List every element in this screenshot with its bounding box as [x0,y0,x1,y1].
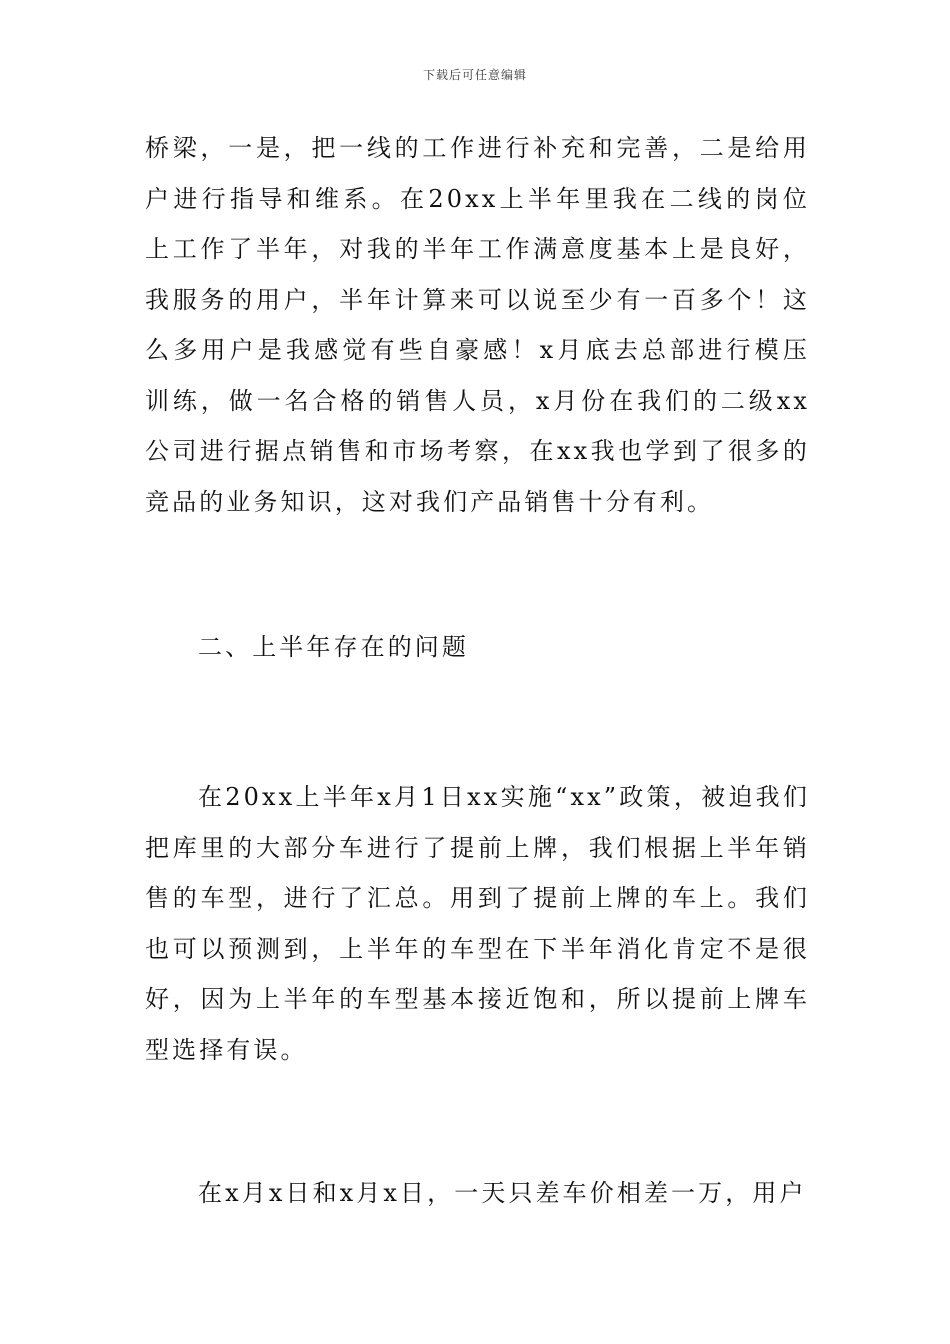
paragraph-1 [145,123,810,527]
section-heading [145,622,810,673]
paragraph-2-text: 在20xx上半年x月1日xx实施“xx”政策，被迫我们把库里的大部分车进行了提前上牌，我们根据上半年销售的车型，进行了汇总。用到了提前上牌的车上。我们也可以预测到，上半年的车型在下半年消化肯定不是很好，因为上半年的车型基本接近饱和，所以提前上牌车型选择有误。 [145,783,810,1064]
paragraph-3 [145,1168,810,1219]
paragraph-3-text: 在x月x日和x月x日，一天只差车价相差一万，用户 [198,1179,807,1207]
paragraph-1-text: 桥梁，一是，把一线的工作进行补充和完善，二是给用户进行指导和维系。在20xx上半年里我在二线的岗位上工作了半年，对我的半年工作满意度基本上是良好，我服务的用户，半年计算来可以说至少有一百多个！这么多用户是我感觉有些自豪感！x月底去总部进行模压训练，做一名合格的销售人员，x月份在我们的二级xx公司进行据点销售和市场考察，在xx我也学到了很多的竞品的业务知识，这对我们产品销售十分有利。 [145,134,810,516]
page-header: 下载后可任意编辑 [422,68,527,82]
section-heading-text: 二、上半年存在的问题 [198,633,469,661]
paragraph-2 [145,772,810,1075]
